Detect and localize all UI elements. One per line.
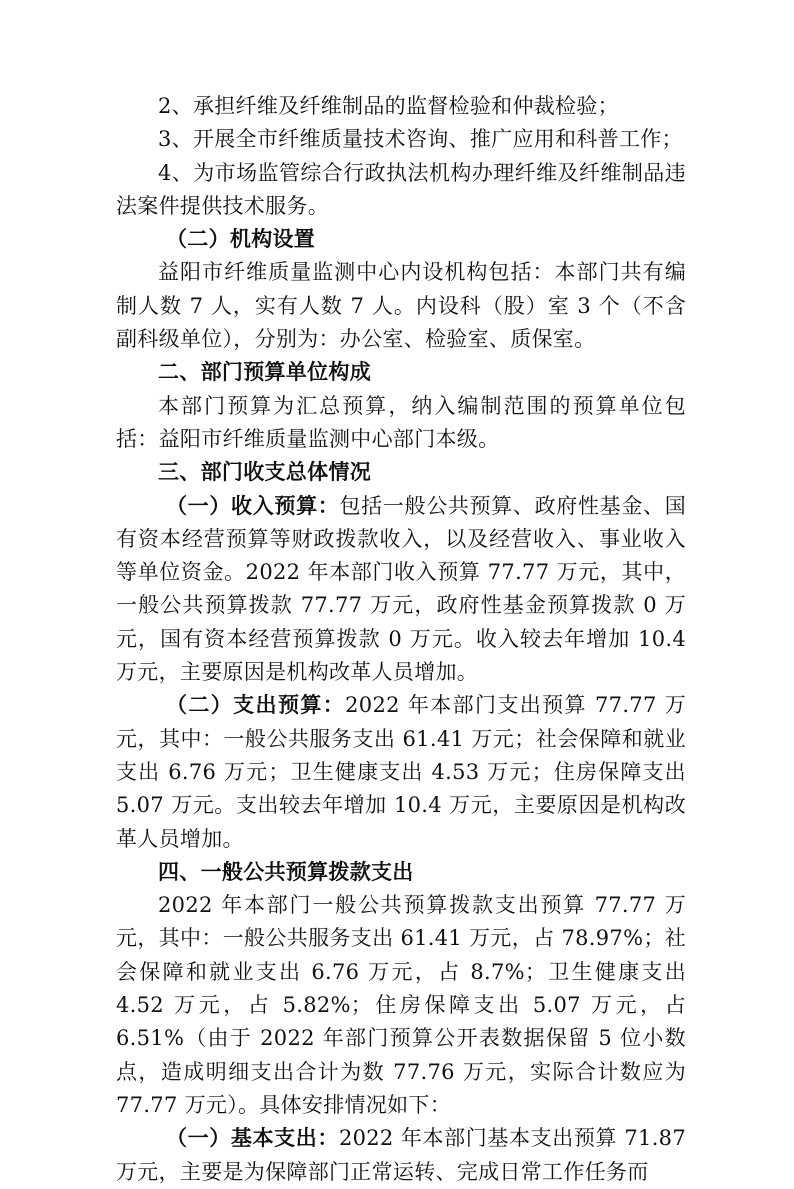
expense-budget-text: 2022 年本部门支出预算 77.77 万元，其中：一般公共服务支出 61.41 万元；社会保障和就业支出 6.76 万元；卫生健康支出 4.53 万元；住房保障支出 5.07 万元。支出较去年增加 10.4 万元，主要原因是机构改革人员增加。 [116, 693, 686, 851]
expense-budget-lead: （二）支出预算： [166, 693, 346, 718]
income-budget-paragraph [116, 490, 686, 690]
basic-expense-paragraph [116, 1122, 686, 1189]
institution-paragraph: 益阳市纤维质量监测中心内设机构包括：本部门共有编制人数 7 人，实有人数 7 人。内设科（股）室 3 个（不含副科级单位），分别为：办公室、检验室、质保室。 [116, 260, 686, 352]
section-heading-institution: （二）机构设置 [166, 227, 316, 252]
basic-expense-lead: （一）基本支出： [166, 1126, 339, 1151]
section-heading-budget-units: 二、部门预算单位构成 [158, 360, 371, 385]
income-budget-lead: （一）收入预算： [166, 493, 340, 518]
duty-item-3: 3、开展全市纤维质量技术咨询、推广应用和科普工作； [158, 127, 683, 152]
budget-units-paragraph: 本部门预算为汇总预算，纳入编制范围的预算单位包括：益阳市纤维质量监测中心部门本级。 [116, 393, 686, 451]
basic-expense-text: 2022 年本部门基本支出预算 71.87 万元，主要是为保障部门正常运转、完成日常工作任务而 [116, 1126, 686, 1184]
duty-item-4: 4、为市场监管综合行政执法机构办理纤维及纤维制品违法案件提供技术服务。 [116, 160, 686, 218]
general-budget-paragraph: 2022 年本部门一般公共预算拨款支出预算 77.77 万元，其中：一般公共服务支出 61.41 万元，占 78.97%；社会保障和就业支出 6.76 万元，占 8.7%；卫生健康支出 4.52 万元，占 5.82%；住房保障支出 5.07 万元，占 6.51%（由于 2022 年部门预算公开表数据保留 5 位小数点，造成明细支出合计为数 77.76 万元，实际合计数应为 77.77 万元）。具体安排情况如下： [116, 893, 686, 1117]
income-budget-text: 包括一般公共预算、政府性基金、国有资本经营预算等财政拨款收入，以及经营收入、事业收入等单位资金。2022 年本部门收入预算 77.77 万元，其中，一般公共预算拨款 77.77 万元，政府性基金预算拨款 0 万元，国有资本经营预算拨款 0 万元。收入较去年增加 10.4 万元，主要原因是机构改革人员增加。 [116, 493, 686, 685]
section-heading-income-expense: 三、部门收支总体情况 [158, 460, 371, 485]
duty-item-2: 2、承担纤维及纤维制品的监督检验和仲裁检验； [158, 94, 619, 118]
section-heading-general-budget: 四、一般公共预算拨款支出 [158, 859, 414, 884]
expense-budget-paragraph [116, 689, 686, 855]
